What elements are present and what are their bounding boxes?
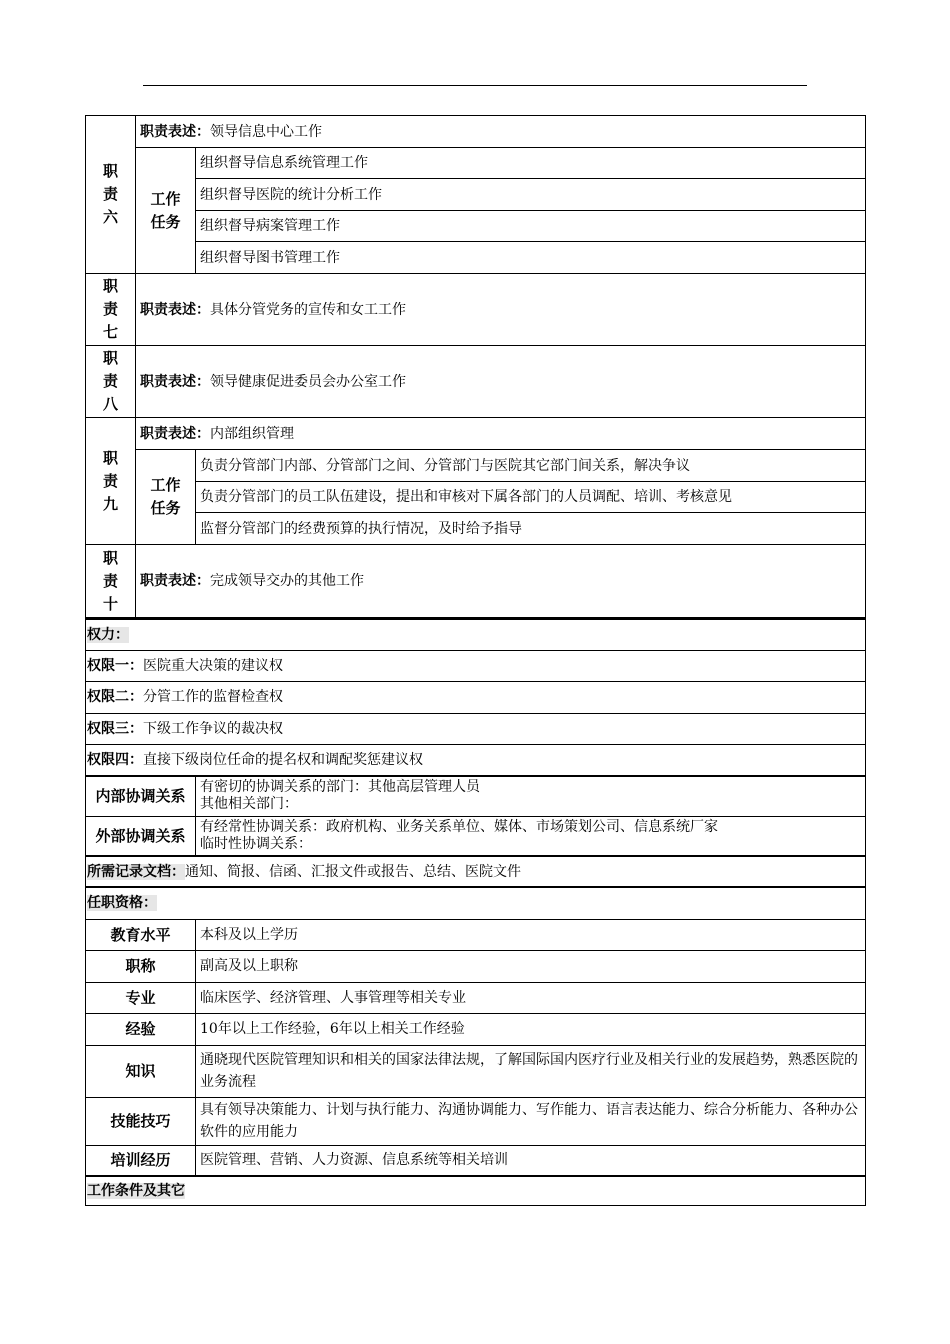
work-conditions-row <box>86 1176 866 1205</box>
qualification-row: 教育水平 本科及以上学历 <box>86 919 866 950</box>
internal-relations-text: 有密切的协调关系的部门：其他高层管理人员 其他相关部门： <box>196 776 866 816</box>
duty-seven-label: 职 责 七 <box>86 274 136 346</box>
duty-nine-task-row <box>86 513 866 545</box>
duty-ten-statement: 职责表述：完成领导交办的其他工作 <box>136 545 866 618</box>
qualifications-heading: 任职资格： <box>86 887 866 919</box>
duty-eight-statement: 职责表述：领导健康促进委员会办公室工作 <box>136 346 866 418</box>
job-description-sheet <box>85 115 865 1206</box>
qualification-row: 培训经历 医院管理、营销、人力资源、信息系统等相关培训 <box>86 1145 866 1176</box>
duty-ten-row <box>86 545 866 618</box>
qualification-row: 经验 10年以上工作经验，6年以上相关工作经验 <box>86 1013 866 1045</box>
qualification-row: 技能技巧 具有领导决策能力、计划与执行能力、沟通协调能力、写作能力、语言表达能力、综合分析能力、各种办公软件的应用能力 <box>86 1097 866 1145</box>
duty-nine-label: 职 责 九 <box>86 418 136 545</box>
duty-six-label: 职 责 六 <box>86 116 136 274</box>
qualification-row: 知识 通晓现代医院管理知识和相关的国家法律法规，了解国际国内医疗行业及相关行业的发展趋势，熟悉医院的业务流程 <box>86 1045 866 1097</box>
authority-item: 权限二：分管工作的监督检查权 <box>86 681 866 713</box>
duty-ten-label: 职 责 十 <box>86 545 136 618</box>
duty-nine-statement-row <box>86 418 866 450</box>
records-text: 通知、简报、信函、汇报文件或报告、总结、医院文件 <box>185 863 521 880</box>
internal-relations-row <box>86 776 866 816</box>
duty-six-task-row <box>86 179 866 211</box>
duty-six-task-row <box>86 148 866 179</box>
duty-six-statement: 职责表述：领导信息中心工作 <box>136 116 866 148</box>
duty-nine-task-label: 工作 任务 <box>136 450 196 545</box>
duty-nine-task: 负责分管部门内部、分管部门之间、分管部门与医院其它部门间关系，解决争议 <box>196 450 866 482</box>
duty-nine-task-row <box>86 482 866 513</box>
duty-nine-task-row <box>86 450 866 482</box>
qualification-row: 职称 副高及以上职称 <box>86 950 866 982</box>
responsibilities-table <box>85 115 866 618</box>
duty-eight-row <box>86 346 866 418</box>
qualification-row: 专业 临床医学、经济管理、人事管理等相关专业 <box>86 982 866 1013</box>
duty-six-task-label: 工作 任务 <box>136 148 196 274</box>
records-label: 所需记录文档： <box>87 863 185 880</box>
work-conditions-heading: 工作条件及其它 <box>86 1176 866 1205</box>
authority-heading: 权力： <box>86 619 866 650</box>
duty-eight-label: 职 责 八 <box>86 346 136 418</box>
qualifications-heading-row <box>86 887 866 919</box>
authority-item: 权限四：直接下级岗位任命的提名权和调配奖惩建议权 <box>86 744 866 776</box>
external-relations-text: 有经常性协调关系：政府机构、业务关系单位、媒体、市场策划公司、信息系统厂家 临时性协调关系： <box>196 816 866 856</box>
records-row <box>86 856 866 887</box>
internal-relations-label: 内部协调关系 <box>86 776 196 816</box>
duty-six-statement-row <box>86 116 866 148</box>
duty-six-task: 组织督导病案管理工作 <box>196 211 866 242</box>
authority-item: 权限三：下级工作争议的裁决权 <box>86 713 866 744</box>
duty-nine-task: 负责分管部门的员工队伍建设，提出和审核对下属各部门的人员调配、培训、考核意见 <box>196 482 866 513</box>
authority-item: 权限一：医院重大决策的建议权 <box>86 650 866 681</box>
authority-heading-row <box>86 619 866 650</box>
duty-six-task-row <box>86 211 866 242</box>
duty-seven-row <box>86 274 866 346</box>
header-rule <box>143 85 807 86</box>
duty-six-task: 组织督导图书管理工作 <box>196 242 866 274</box>
duty-nine-task: 监督分管部门的经费预算的执行情况，及时给予指导 <box>196 513 866 545</box>
duty-six-task: 组织督导信息系统管理工作 <box>196 148 866 179</box>
duty-six-task: 组织督导医院的统计分析工作 <box>196 179 866 211</box>
duty-nine-statement: 职责表述：内部组织管理 <box>136 418 866 450</box>
duty-six-task-row <box>86 242 866 274</box>
authority-table <box>85 618 866 1206</box>
duty-seven-statement: 职责表述：具体分管党务的宣传和女工工作 <box>136 274 866 346</box>
external-relations-row <box>86 816 866 856</box>
external-relations-label: 外部协调关系 <box>86 816 196 856</box>
